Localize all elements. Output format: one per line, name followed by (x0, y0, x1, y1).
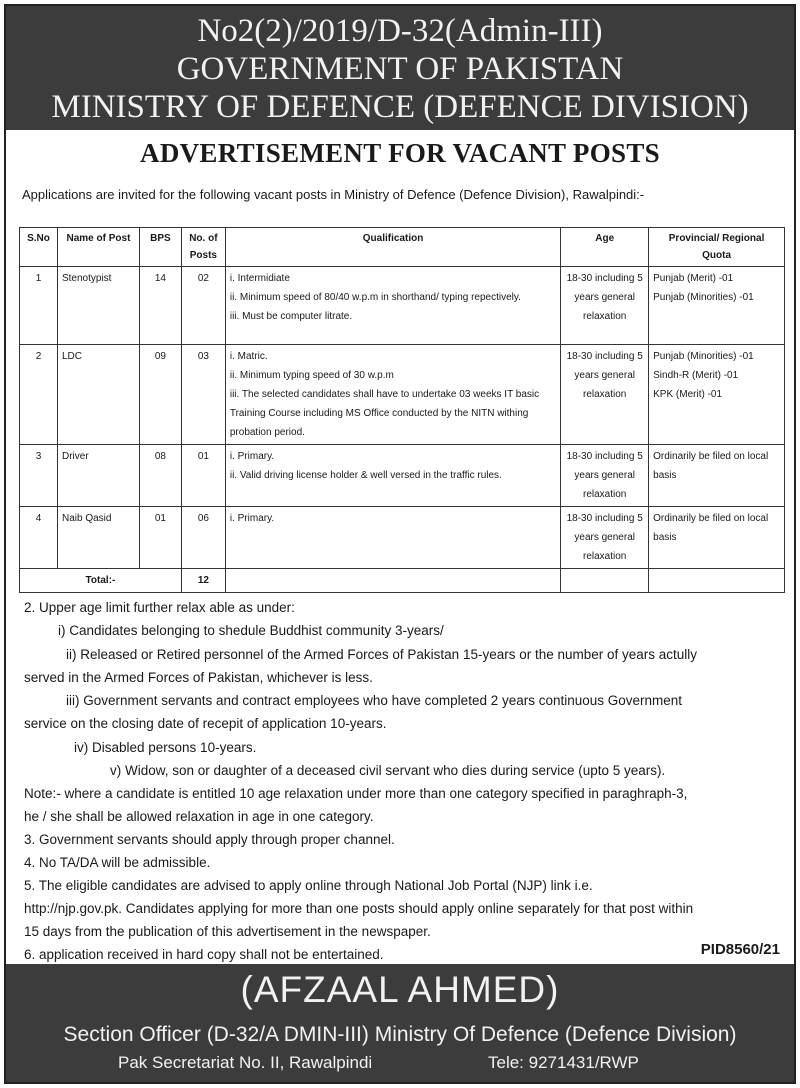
quota-line: Punjab (Minorities) -01 (653, 292, 754, 303)
row-posts: 01 (181, 445, 225, 507)
paragraph-2-ii: ii) Released or Retired personnel of the Armed Forces of Pakistan 15-years or the number of years actully (66, 647, 698, 662)
paragraph-5-cont2: 15 days from the publication of this advertisement in the newspaper. (24, 924, 431, 939)
table-row (20, 267, 785, 345)
col-age: Age (561, 228, 649, 267)
paragraph-2-ii-cont: served in the Armed Forces of Pakistan, whichever is less. (24, 670, 373, 685)
row-sno: 3 (20, 445, 58, 507)
note-line: Note:- where a candidate is entitled 10 age relaxation under more than one category specified in paraghraph-3, (24, 786, 688, 801)
row-post-name: Naib Qasid (57, 507, 139, 569)
row-quota: Ordinarily be filed on local basis (649, 445, 785, 507)
row-post-name: Stenotypist (57, 267, 139, 345)
qualification-line: iii. Must be computer litrate. (229, 311, 353, 322)
paragraph-6: 6. application received in hard copy shall not be entertained. (24, 947, 384, 962)
row-sno: 2 (20, 345, 58, 445)
row-quota: Ordinarily be filed on local basis (649, 507, 785, 569)
paragraph-2-iv: iv) Disabled persons 10-years. (74, 740, 257, 755)
paragraph-5-cont: http://njp.gov.pk. Candidates applying for more than one posts should apply online separately for that post within (24, 901, 694, 916)
total-label: Total:- (20, 569, 182, 593)
row-post-name: LDC (57, 345, 139, 445)
quota-line: Sindh-R (Merit) -01 (653, 370, 739, 381)
row-age: 18-30 including 5 years general relaxation (561, 445, 649, 507)
paragraph-3: 3. Government servants should apply through proper channel. (24, 832, 395, 847)
col-bps: BPS (139, 228, 181, 267)
row-sno: 4 (20, 507, 58, 569)
paragraph-2-i: i) Candidates belonging to shedule Buddhist community 3-years/ (58, 623, 444, 638)
qualification-line: ii. Minimum typing speed of 30 w.p.m (229, 370, 394, 381)
col-sno: S.No (20, 228, 58, 267)
row-posts: 03 (181, 345, 225, 445)
row-qualification (225, 345, 560, 445)
table-row (20, 345, 785, 445)
empty-cell (561, 569, 649, 593)
qualification-line: i. Matric. (229, 351, 268, 362)
paragraph-2-iii: iii) Government servants and contract employees who have completed 2 years continuous Government (66, 693, 683, 708)
empty-cell (649, 569, 785, 593)
paragraph-2: 2. Upper age limit further relax able as under: (24, 600, 295, 615)
row-post-name: Driver (57, 445, 139, 507)
paragraph-5: 5. The eligible candidates are advised to apply online through National Job Portal (NJP) link i.e. (24, 878, 593, 893)
quota-line: Punjab (Merit) -01 (653, 273, 734, 284)
row-posts: 06 (181, 507, 225, 569)
qualification-line: i. Primary. (229, 451, 275, 462)
total-value: 12 (181, 569, 225, 593)
qualification-line: i. Primary. (229, 513, 275, 524)
intro-text: Applications are invited for the following vacant posts in Ministry of Defence (Defence Division), Rawalpindi:- (22, 187, 645, 202)
row-quota (649, 345, 785, 445)
row-posts: 02 (181, 267, 225, 345)
row-bps: 14 (139, 267, 181, 345)
advertisement-page (4, 4, 796, 1084)
note-line-cont: he / she shall be allowed relaxation in age in one category. (24, 809, 374, 824)
telephone: Tele: 9271431/RWP (488, 1053, 639, 1072)
row-quota (649, 267, 785, 345)
quota-line: KPK (Merit) -01 (653, 389, 723, 400)
table-row (20, 445, 785, 507)
quota-line: Punjab (Minorities) -01 (653, 351, 754, 362)
row-bps: 09 (139, 345, 181, 445)
col-name: Name of Post (57, 228, 139, 267)
advertisement-title: ADVERTISEMENT FOR VACANT POSTS (140, 138, 660, 168)
office-address: Pak Secretariat No. II, Rawalpindi (118, 1053, 373, 1072)
row-qualification (225, 507, 560, 569)
officer-designation: Section Officer (D-32/A DMIN-III) Ministry Of Defence (Defence Division) (63, 1023, 737, 1046)
qualification-line: ii. Minimum speed of 80/40 w.p.m in shorthand/ typing repectively. (229, 292, 521, 303)
row-age: 18-30 including 5 years general relaxation (561, 267, 649, 345)
footer-banner (6, 964, 794, 1082)
paragraph-4: 4. No TA/DA will be admissible. (24, 855, 211, 870)
pid-number: PID8560/21 (700, 941, 780, 958)
col-quota: Provincial/ Regional Quota (649, 228, 785, 267)
row-bps: 01 (139, 507, 181, 569)
row-qualification (225, 445, 560, 507)
table-total-row (20, 569, 785, 593)
officer-name: (AFZAAL AHMED) (240, 969, 560, 1010)
row-age: 18-30 including 5 years general relaxation (561, 507, 649, 569)
row-age: 18-30 including 5 years general relaxation (561, 345, 649, 445)
row-qualification (225, 267, 560, 345)
table-row (20, 507, 785, 569)
table-header-row (20, 228, 785, 267)
reference-number: No2(2)/2019/D-32(Admin-III) (197, 13, 603, 49)
row-bps: 08 (139, 445, 181, 507)
qualification-line: iii. The selected candidates shall have to undertake 03 weeks IT basic Training Course including MS Office conducted by the NITN withing probation period. (229, 389, 540, 438)
col-qualification: Qualification (225, 228, 560, 267)
empty-cell (225, 569, 560, 593)
qualification-line: ii. Valid driving license holder & well versed in the traffic rules. (229, 470, 502, 481)
government-title: GOVERNMENT OF PAKISTAN (176, 51, 624, 87)
ministry-title: MINISTRY OF DEFENCE (DEFENCE DIVISION) (51, 89, 749, 125)
header-banner (6, 6, 794, 130)
paragraph-2-iii-cont: service on the closing date of recepit of application 10-years. (24, 716, 387, 731)
row-sno: 1 (20, 267, 58, 345)
vacancy-table (19, 227, 785, 593)
paragraph-2-v: v) Widow, son or daughter of a deceased civil servant who dies during service (upto 5 years). (110, 763, 666, 778)
col-posts: No. of Posts (181, 228, 225, 267)
qualification-line: i. Intermidiate (229, 273, 290, 284)
